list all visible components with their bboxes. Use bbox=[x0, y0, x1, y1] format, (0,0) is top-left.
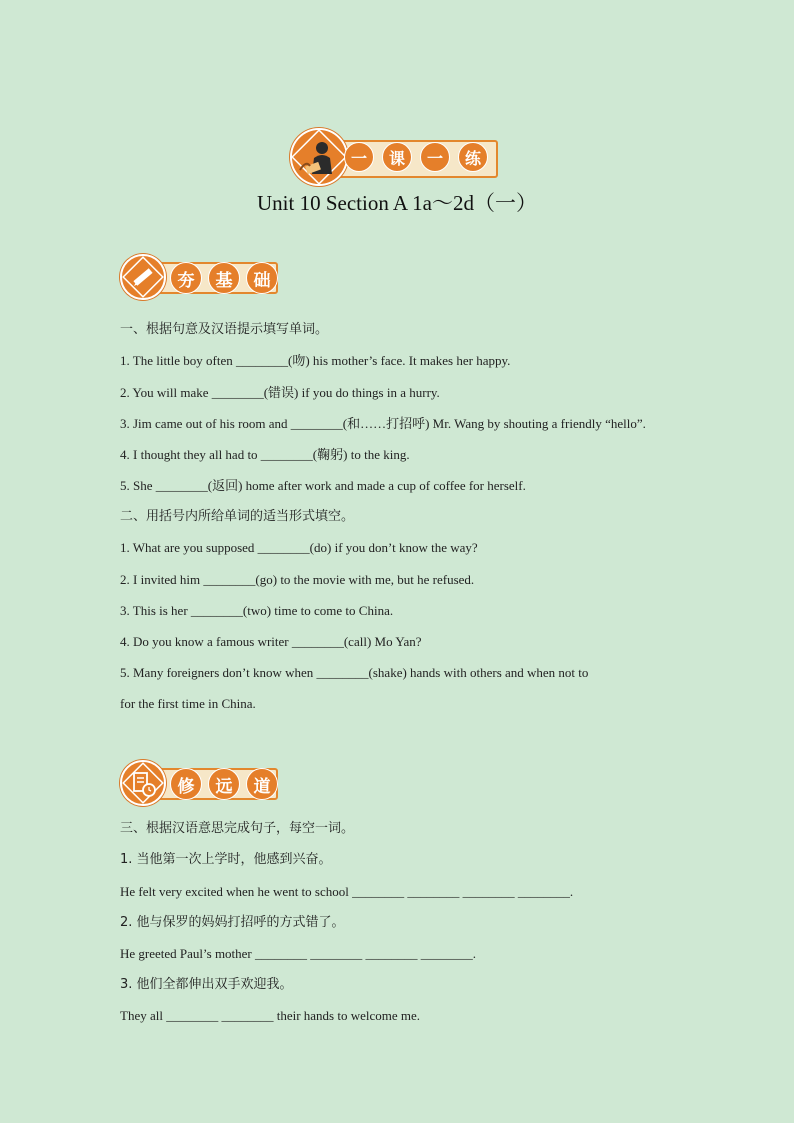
part2-item: for the first time in China. bbox=[120, 696, 256, 711]
banner-char: 练 bbox=[458, 142, 488, 172]
part1-item: 5. She ________(返回) home after work and made a cup of coffee for herself. bbox=[120, 478, 526, 493]
part2-item: 4. Do you know a famous writer ________(call) Mo Yan? bbox=[120, 634, 422, 649]
banner-char: 课 bbox=[382, 142, 412, 172]
part3-item: 2. 他与保罗的妈妈打招呼的方式错了。 bbox=[120, 915, 345, 930]
part3-item: He greeted Paul’s mother ________ ________ ________ ________. bbox=[120, 946, 477, 961]
part1-item: 1. The little boy often ________(吻) his mother’s face. It makes her happy. bbox=[120, 353, 511, 368]
pencil-icon bbox=[120, 254, 166, 300]
section-char: 础 bbox=[246, 262, 278, 294]
section-char: 夯 bbox=[170, 262, 202, 294]
part2-item: 2. I invited him ________(go) to the movie with me, but he refused. bbox=[120, 572, 475, 587]
section-char: 修 bbox=[170, 768, 202, 800]
part3-item: He felt very excited when he went to school ________ ________ ________ ________. bbox=[120, 884, 574, 899]
part2-item: 5. Many foreigners don’t know when ________(shake) hands with others and when not to bbox=[120, 665, 589, 680]
banner-char: 一 bbox=[420, 142, 450, 172]
part2-item: 1. What are you supposed ________(do) if you don’t know the way? bbox=[120, 540, 478, 555]
page-title: Unit 10 Section A 1a～2d（一） bbox=[257, 191, 537, 215]
section-char: 基 bbox=[208, 262, 240, 294]
part1-heading: 一、根据句意及汉语提示填写单词。 bbox=[120, 322, 329, 337]
part3-item: They all ________ ________ their hands to welcome me. bbox=[120, 1008, 421, 1023]
notebook-clock-icon bbox=[120, 760, 166, 806]
part3-item: 3. 他们全都伸出双手欢迎我。 bbox=[120, 977, 293, 992]
part2-item: 3. This is her ________(two) time to come to China. bbox=[120, 603, 394, 618]
part1-item: 4. I thought they all had to ________(鞠躬) to the king. bbox=[120, 447, 410, 462]
section-char: 远 bbox=[208, 768, 240, 800]
part1-item: 3. Jim came out of his room and ________(和……打招呼) Mr. Wang by shouting a friendly “hello”. bbox=[120, 416, 646, 431]
reader-illustration-icon bbox=[290, 128, 348, 186]
part3-heading: 三、根据汉语意思完成句子，每空一词。 bbox=[120, 821, 355, 836]
part2-heading: 二、用括号内所给单词的适当形式填空。 bbox=[120, 509, 355, 524]
banner-char: 一 bbox=[344, 142, 374, 172]
section-header-basics bbox=[120, 254, 280, 298]
section-header-advanced bbox=[120, 760, 280, 804]
part3-item: 1. 当他第一次上学时，他感到兴奋。 bbox=[120, 852, 332, 867]
section-char: 道 bbox=[246, 768, 278, 800]
lesson-banner bbox=[290, 128, 500, 186]
part1-item: 2. You will make ________(错误) if you do things in a hurry. bbox=[120, 385, 440, 400]
